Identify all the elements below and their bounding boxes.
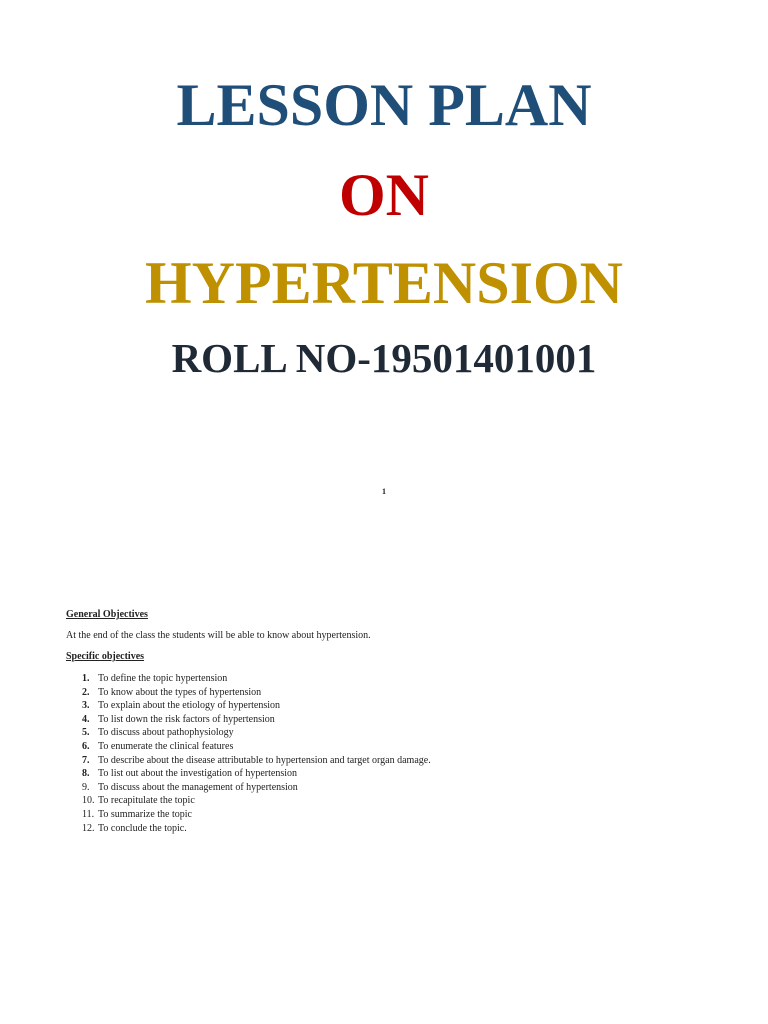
item-text: To explain about the etiology of hypertension xyxy=(98,700,281,712)
title-on: ON xyxy=(339,162,429,228)
item-text: To discuss about the management of hypertension xyxy=(98,781,298,793)
list-item xyxy=(82,726,431,740)
list-item xyxy=(82,672,431,686)
item-number: 5. xyxy=(82,727,90,739)
specific-objectives-list xyxy=(82,672,431,835)
item-text: To describe about the disease attributable to hypertension and target organ damage. xyxy=(98,754,431,766)
general-objectives-heading: General Objectives xyxy=(66,609,148,620)
item-text: To list out about the investigation of hypertension xyxy=(98,768,297,780)
item-text: To define the topic hypertension xyxy=(98,673,228,684)
item-number: 11. xyxy=(82,808,95,820)
item-number: 4. xyxy=(82,713,90,725)
list-item xyxy=(82,767,431,781)
general-objectives-text: At the end of the class the students will be able to know about hypertension. xyxy=(66,630,371,641)
list-item xyxy=(82,808,431,822)
item-text: To list down the risk factors of hypertension xyxy=(98,713,275,725)
item-text: To know about the types of hypertension xyxy=(98,686,262,698)
list-item xyxy=(82,754,431,768)
item-number: 10. xyxy=(82,795,95,807)
item-number: 7. xyxy=(82,754,90,766)
list-item xyxy=(82,822,431,836)
title-lesson-plan: LESSON PLAN xyxy=(176,72,592,138)
item-number: 3. xyxy=(82,700,90,712)
item-text: To recapitulate the topic xyxy=(98,795,195,807)
page-number: 1 xyxy=(382,487,386,496)
item-number: 8. xyxy=(82,768,90,780)
item-number: 6. xyxy=(82,740,90,752)
list-item xyxy=(82,740,431,754)
list-item xyxy=(82,781,431,795)
item-text: To enumerate the clinical features xyxy=(98,740,234,752)
item-number: 2. xyxy=(82,686,90,698)
list-item xyxy=(82,794,431,808)
item-number: 12. xyxy=(82,822,95,834)
title-topic: HYPERTENSION xyxy=(145,250,623,316)
roll-number: ROLL NO-19501401001 xyxy=(171,335,597,381)
item-text: To summarize the topic xyxy=(98,808,192,820)
item-number: 9. xyxy=(82,781,90,793)
list-item xyxy=(82,713,431,727)
item-text: To conclude the topic. xyxy=(98,822,187,834)
list-item xyxy=(82,686,431,700)
list-item xyxy=(82,699,431,713)
item-number: 1. xyxy=(82,673,90,684)
specific-objectives-heading: Specific objectives xyxy=(66,651,145,662)
item-text: To discuss about pathophysiology xyxy=(98,727,234,739)
